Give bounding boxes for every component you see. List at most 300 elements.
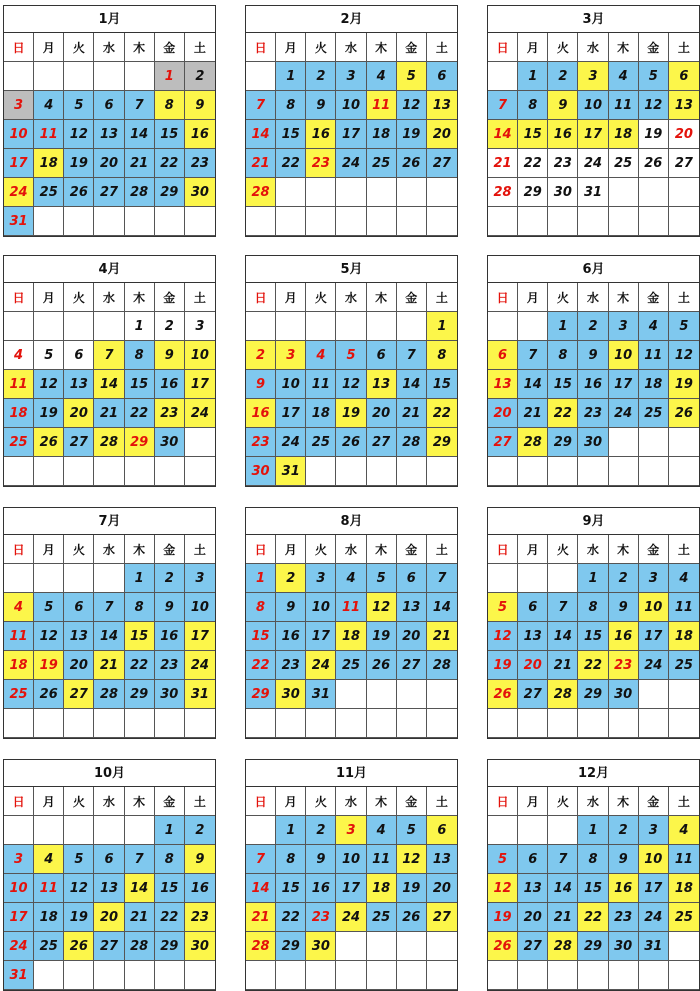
day-cell: 6: [518, 593, 548, 622]
day-cell: 22: [578, 903, 608, 932]
day-cell: 19: [367, 622, 397, 651]
day-cell: 10: [336, 845, 366, 874]
empty-cell: [125, 62, 155, 91]
day-cell: 8: [276, 845, 306, 874]
day-cell: 15: [427, 370, 457, 399]
month-calendar: [245, 5, 458, 237]
weekday-header: 月: [34, 787, 64, 816]
empty-cell: [518, 457, 548, 486]
day-cell: 3: [336, 816, 366, 845]
day-cell: 9: [609, 593, 639, 622]
day-cell: 26: [397, 903, 427, 932]
day-cell: 28: [518, 428, 548, 457]
day-cell: 24: [185, 399, 215, 428]
day-cell: 2: [185, 816, 215, 845]
day-cell: 7: [427, 564, 457, 593]
empty-cell: [64, 709, 94, 738]
empty-cell: [336, 207, 366, 236]
day-cell: 23: [246, 428, 276, 457]
day-cell: 25: [669, 903, 699, 932]
day-cell: 10: [336, 91, 366, 120]
day-cell: 12: [488, 622, 518, 651]
day-cell: 4: [4, 341, 34, 370]
empty-cell: [639, 428, 669, 457]
day-cell: 30: [185, 178, 215, 207]
day-cell: 27: [427, 903, 457, 932]
day-cell: 11: [34, 120, 64, 149]
weekday-header: 木: [367, 535, 397, 564]
day-cell: 20: [367, 399, 397, 428]
day-cell: 7: [125, 845, 155, 874]
day-cell: 14: [94, 370, 124, 399]
empty-cell: [427, 457, 457, 486]
day-cell: 23: [185, 903, 215, 932]
day-cell: 4: [336, 564, 366, 593]
empty-cell: [306, 207, 336, 236]
empty-cell: [34, 564, 64, 593]
day-cell: 17: [609, 370, 639, 399]
weekday-header: 金: [639, 283, 669, 312]
day-cell: 1: [518, 62, 548, 91]
day-cell: 22: [276, 149, 306, 178]
weekday-header: 日: [246, 787, 276, 816]
empty-cell: [518, 709, 548, 738]
empty-cell: [336, 178, 366, 207]
day-grid: [488, 535, 699, 738]
empty-cell: [34, 816, 64, 845]
empty-cell: [306, 312, 336, 341]
weekday-header: 月: [276, 283, 306, 312]
day-cell: 7: [246, 845, 276, 874]
weekday-header: 火: [548, 787, 578, 816]
day-cell: 18: [306, 399, 336, 428]
day-cell: 14: [488, 120, 518, 149]
month-calendar: [245, 759, 458, 991]
empty-cell: [125, 709, 155, 738]
weekday-header: 火: [548, 283, 578, 312]
weekday-header: 月: [276, 787, 306, 816]
day-cell: 25: [367, 903, 397, 932]
weekday-header: 火: [306, 535, 336, 564]
day-cell: 30: [578, 428, 608, 457]
empty-cell: [397, 312, 427, 341]
day-cell: 30: [609, 680, 639, 709]
day-cell: 14: [397, 370, 427, 399]
month-title: 9月: [488, 508, 699, 535]
day-cell: 4: [367, 816, 397, 845]
empty-cell: [246, 207, 276, 236]
weekday-header: 金: [639, 33, 669, 62]
empty-cell: [669, 178, 699, 207]
day-cell: 22: [548, 399, 578, 428]
empty-cell: [518, 207, 548, 236]
empty-cell: [609, 709, 639, 738]
weekday-header: 水: [578, 283, 608, 312]
weekday-header: 日: [488, 33, 518, 62]
month-title: 2月: [246, 6, 457, 33]
day-cell: 22: [518, 149, 548, 178]
empty-cell: [639, 457, 669, 486]
empty-cell: [548, 564, 578, 593]
day-cell: 15: [276, 120, 306, 149]
month-title: 7月: [4, 508, 215, 535]
day-cell: 7: [548, 845, 578, 874]
day-cell: 19: [34, 399, 64, 428]
day-cell: 6: [94, 845, 124, 874]
day-cell: 7: [94, 593, 124, 622]
day-cell: 12: [639, 91, 669, 120]
empty-cell: [518, 564, 548, 593]
day-grid: [246, 33, 457, 236]
day-cell: 17: [185, 622, 215, 651]
day-cell: 14: [94, 622, 124, 651]
day-cell: 20: [427, 120, 457, 149]
day-cell: 24: [336, 903, 366, 932]
day-cell: 3: [336, 62, 366, 91]
weekday-header: 月: [34, 33, 64, 62]
day-cell: 3: [306, 564, 336, 593]
empty-cell: [609, 457, 639, 486]
day-cell: 18: [34, 903, 64, 932]
day-cell: 26: [639, 149, 669, 178]
weekday-header: 日: [4, 33, 34, 62]
day-cell: 21: [94, 399, 124, 428]
day-cell: 21: [488, 149, 518, 178]
day-cell: 4: [669, 564, 699, 593]
weekday-header: 土: [185, 33, 215, 62]
empty-cell: [578, 961, 608, 990]
day-cell: 5: [64, 845, 94, 874]
weekday-header: 土: [427, 33, 457, 62]
day-cell: 17: [336, 120, 366, 149]
day-cell: 9: [609, 845, 639, 874]
month-title: 5月: [246, 256, 457, 283]
weekday-header: 水: [94, 283, 124, 312]
empty-cell: [488, 709, 518, 738]
day-cell: 26: [669, 399, 699, 428]
day-cell: 10: [4, 874, 34, 903]
day-cell: 15: [578, 874, 608, 903]
day-cell: 30: [155, 428, 185, 457]
empty-cell: [488, 457, 518, 486]
day-cell: 1: [548, 312, 578, 341]
day-cell: 4: [4, 593, 34, 622]
day-cell: 10: [4, 120, 34, 149]
day-cell: 20: [94, 149, 124, 178]
empty-cell: [669, 680, 699, 709]
day-cell: 5: [639, 62, 669, 91]
day-cell: 12: [488, 874, 518, 903]
day-cell: 27: [64, 680, 94, 709]
day-cell: 27: [518, 680, 548, 709]
month-calendar: [245, 507, 458, 739]
day-cell: 4: [34, 845, 64, 874]
empty-cell: [336, 680, 366, 709]
day-grid: [488, 283, 699, 486]
month-title: 10月: [4, 760, 215, 787]
weekday-header: 金: [155, 787, 185, 816]
empty-cell: [397, 457, 427, 486]
weekday-header: 日: [246, 33, 276, 62]
day-cell: 8: [518, 91, 548, 120]
day-cell: 13: [669, 91, 699, 120]
day-cell: 23: [609, 651, 639, 680]
day-cell: 6: [64, 341, 94, 370]
day-cell: 26: [64, 178, 94, 207]
weekday-header: 木: [609, 535, 639, 564]
day-cell: 29: [518, 178, 548, 207]
month-title: 12月: [488, 760, 699, 787]
weekday-header: 木: [125, 283, 155, 312]
day-cell: 12: [397, 845, 427, 874]
day-cell: 19: [336, 399, 366, 428]
weekday-header: 月: [276, 33, 306, 62]
weekday-header: 金: [155, 33, 185, 62]
day-cell: 10: [578, 91, 608, 120]
empty-cell: [518, 816, 548, 845]
day-cell: 29: [427, 428, 457, 457]
empty-cell: [397, 932, 427, 961]
day-cell: 12: [34, 622, 64, 651]
day-cell: 1: [578, 816, 608, 845]
day-cell: 9: [276, 593, 306, 622]
day-cell: 14: [427, 593, 457, 622]
weekday-header: 土: [669, 33, 699, 62]
empty-cell: [64, 457, 94, 486]
day-cell: 22: [246, 651, 276, 680]
month-calendar: [3, 507, 216, 739]
day-cell: 4: [669, 816, 699, 845]
day-cell: 21: [125, 149, 155, 178]
day-grid: [4, 33, 215, 236]
empty-cell: [488, 312, 518, 341]
empty-cell: [276, 178, 306, 207]
day-cell: 25: [306, 428, 336, 457]
day-cell: 12: [397, 91, 427, 120]
day-cell: 21: [548, 651, 578, 680]
empty-cell: [276, 961, 306, 990]
weekday-header: 金: [639, 787, 669, 816]
day-cell: 25: [669, 651, 699, 680]
empty-cell: [397, 178, 427, 207]
day-cell: 27: [94, 178, 124, 207]
day-cell: 12: [34, 370, 64, 399]
weekday-header: 木: [367, 283, 397, 312]
weekday-header: 金: [155, 283, 185, 312]
day-cell: 10: [185, 593, 215, 622]
day-cell: 16: [578, 370, 608, 399]
weekday-header: 水: [336, 33, 366, 62]
empty-cell: [276, 207, 306, 236]
day-cell: 11: [336, 593, 366, 622]
empty-cell: [367, 312, 397, 341]
day-cell: 25: [639, 399, 669, 428]
day-cell: 19: [639, 120, 669, 149]
day-cell: 24: [639, 903, 669, 932]
empty-cell: [34, 62, 64, 91]
day-cell: 21: [518, 399, 548, 428]
day-cell: 16: [548, 120, 578, 149]
day-cell: 28: [125, 178, 155, 207]
day-cell: 13: [427, 845, 457, 874]
day-cell: 29: [578, 932, 608, 961]
weekday-header: 土: [669, 283, 699, 312]
weekday-header: 木: [367, 33, 397, 62]
weekday-header: 月: [518, 535, 548, 564]
day-cell: 9: [548, 91, 578, 120]
empty-cell: [64, 312, 94, 341]
day-cell: 18: [4, 651, 34, 680]
empty-cell: [276, 709, 306, 738]
empty-cell: [185, 457, 215, 486]
day-cell: 16: [155, 622, 185, 651]
weekday-header: 火: [548, 33, 578, 62]
weekday-header: 水: [578, 787, 608, 816]
day-cell: 9: [185, 91, 215, 120]
weekday-header: 日: [4, 787, 34, 816]
day-cell: 22: [578, 651, 608, 680]
day-cell: 5: [397, 62, 427, 91]
day-cell: 11: [306, 370, 336, 399]
empty-cell: [185, 428, 215, 457]
weekday-header: 火: [64, 535, 94, 564]
weekday-header: 月: [34, 283, 64, 312]
empty-cell: [639, 680, 669, 709]
day-cell: 17: [4, 149, 34, 178]
weekday-header: 日: [488, 535, 518, 564]
month-title: 1月: [4, 6, 215, 33]
weekday-header: 土: [669, 535, 699, 564]
day-cell: 31: [4, 207, 34, 236]
empty-cell: [306, 709, 336, 738]
day-cell: 1: [578, 564, 608, 593]
day-cell: 31: [306, 680, 336, 709]
day-cell: 3: [4, 845, 34, 874]
month-calendar: [487, 507, 700, 739]
empty-cell: [427, 932, 457, 961]
empty-cell: [155, 709, 185, 738]
month-title: 3月: [488, 6, 699, 33]
day-cell: 31: [4, 961, 34, 990]
day-cell: 11: [4, 622, 34, 651]
day-cell: 10: [306, 593, 336, 622]
day-grid: [4, 535, 215, 738]
day-cell: 11: [4, 370, 34, 399]
day-cell: 14: [246, 120, 276, 149]
day-cell: 25: [336, 651, 366, 680]
day-cell: 2: [609, 564, 639, 593]
day-grid: [246, 787, 457, 990]
day-cell: 6: [488, 341, 518, 370]
day-cell: 21: [125, 903, 155, 932]
day-cell: 14: [125, 120, 155, 149]
day-cell: 8: [578, 845, 608, 874]
day-cell: 20: [94, 903, 124, 932]
day-cell: 10: [276, 370, 306, 399]
day-cell: 16: [185, 874, 215, 903]
empty-cell: [548, 207, 578, 236]
empty-cell: [639, 178, 669, 207]
day-cell: 31: [276, 457, 306, 486]
day-cell: 27: [397, 651, 427, 680]
empty-cell: [427, 178, 457, 207]
weekday-header: 日: [4, 283, 34, 312]
day-cell: 7: [548, 593, 578, 622]
empty-cell: [185, 207, 215, 236]
day-cell: 18: [4, 399, 34, 428]
empty-cell: [4, 62, 34, 91]
empty-cell: [548, 709, 578, 738]
day-cell: 2: [306, 62, 336, 91]
empty-cell: [397, 709, 427, 738]
day-cell: 20: [64, 399, 94, 428]
empty-cell: [367, 680, 397, 709]
month-calendar: [245, 255, 458, 487]
day-cell: 9: [185, 845, 215, 874]
day-cell: 29: [125, 680, 155, 709]
empty-cell: [336, 457, 366, 486]
day-cell: 30: [185, 932, 215, 961]
weekday-header: 水: [578, 535, 608, 564]
weekday-header: 木: [125, 535, 155, 564]
day-cell: 16: [609, 622, 639, 651]
empty-cell: [548, 816, 578, 845]
weekday-header: 火: [64, 283, 94, 312]
weekday-header: 木: [609, 283, 639, 312]
day-cell: 28: [488, 178, 518, 207]
empty-cell: [488, 961, 518, 990]
weekday-header: 月: [276, 535, 306, 564]
day-cell: 28: [397, 428, 427, 457]
day-cell: 7: [397, 341, 427, 370]
weekday-header: 火: [548, 535, 578, 564]
empty-cell: [34, 457, 64, 486]
day-cell: 31: [578, 178, 608, 207]
day-cell: 15: [518, 120, 548, 149]
weekday-header: 火: [306, 283, 336, 312]
day-cell: 13: [367, 370, 397, 399]
day-cell: 17: [639, 622, 669, 651]
day-cell: 12: [64, 874, 94, 903]
day-cell: 7: [125, 91, 155, 120]
day-cell: 26: [397, 149, 427, 178]
day-cell: 16: [185, 120, 215, 149]
day-cell: 5: [336, 341, 366, 370]
day-cell: 24: [609, 399, 639, 428]
day-cell: 22: [276, 903, 306, 932]
day-cell: 28: [548, 680, 578, 709]
day-cell: 7: [518, 341, 548, 370]
empty-cell: [669, 709, 699, 738]
day-cell: 20: [518, 903, 548, 932]
day-cell: 27: [94, 932, 124, 961]
month-calendar: [3, 255, 216, 487]
day-cell: 18: [367, 120, 397, 149]
day-cell: 18: [609, 120, 639, 149]
day-cell: 21: [397, 399, 427, 428]
empty-cell: [639, 207, 669, 236]
day-cell: 7: [488, 91, 518, 120]
day-cell: 20: [64, 651, 94, 680]
empty-cell: [34, 961, 64, 990]
weekday-header: 火: [64, 33, 94, 62]
day-cell: 25: [609, 149, 639, 178]
empty-cell: [246, 816, 276, 845]
day-cell: 3: [185, 564, 215, 593]
empty-cell: [306, 457, 336, 486]
empty-cell: [397, 207, 427, 236]
day-cell: 5: [488, 593, 518, 622]
